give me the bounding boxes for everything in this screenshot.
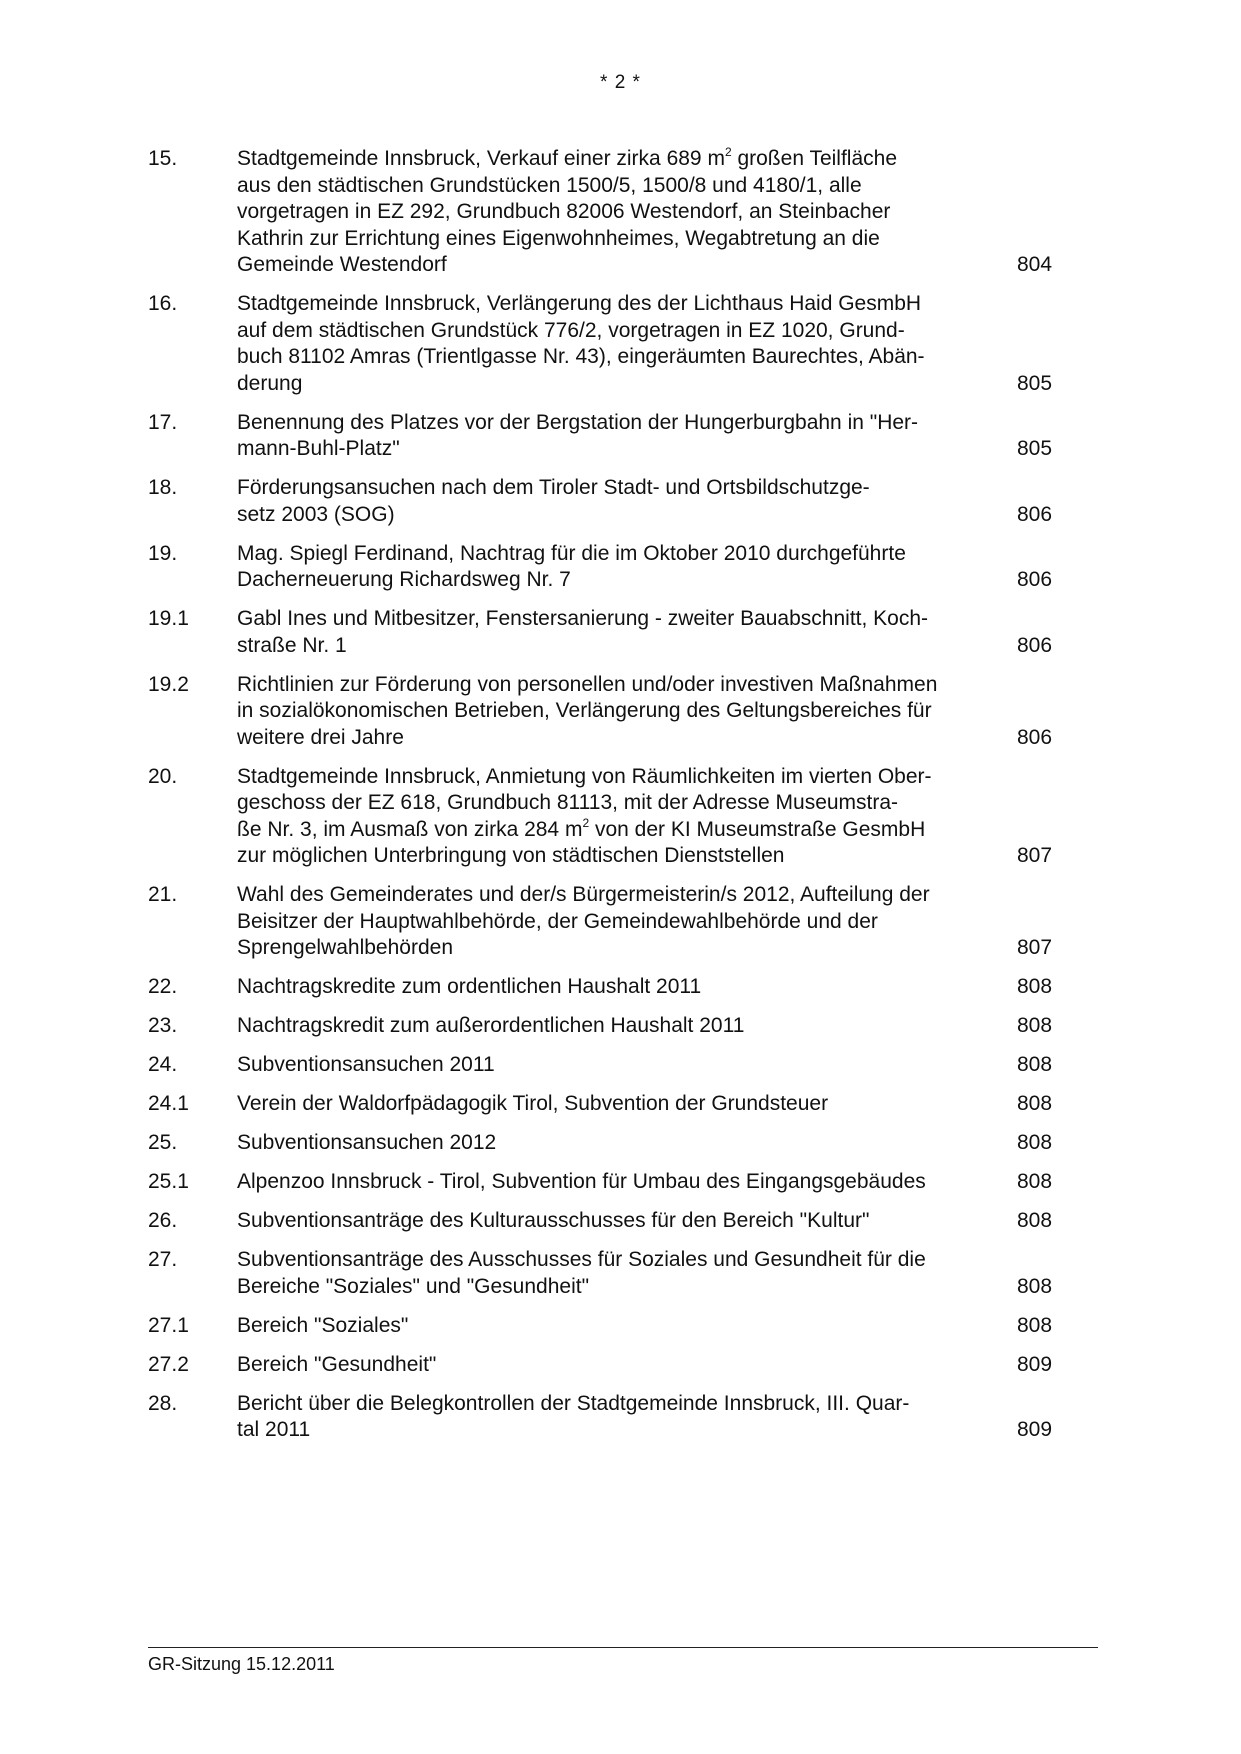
toc-entry <box>148 1130 1098 1157</box>
toc-entry <box>148 410 1098 463</box>
entry-page-number: 808 <box>1017 1209 1053 1232</box>
entry-title-line: Bericht über die Belegkontrollen der Stadtgemeinde Innsbruck, III. Quar- <box>237 1391 910 1415</box>
entry-page-number: 808 <box>1017 975 1053 998</box>
entry-title <box>237 146 1017 279</box>
entry-title-line: Wahl des Gemeinderates und der/s Bürgermeisterin/s 2012, Aufteilung der <box>237 883 930 906</box>
entry-page-number: 806 <box>1017 568 1053 591</box>
entry-title <box>237 1130 1017 1157</box>
entry-page-number: 806 <box>1017 725 1053 749</box>
toc-entry <box>148 764 1098 870</box>
entry-number: 24.1 <box>148 1092 189 1115</box>
entry-page-number: 804 <box>1017 253 1053 276</box>
entry-title <box>237 1313 1017 1340</box>
page-number: * 2 * <box>600 72 641 93</box>
entry-title-line: weitere drei Jahre <box>237 725 404 749</box>
entry-number: 19.1 <box>148 607 189 630</box>
entry-title-line: buch 81102 Amras (Trientlgasse Nr. 43), eingeräumten Baurechtes, Abän- <box>237 345 925 368</box>
entry-title-line: Verein der Waldorfpädagogik Tirol, Subvention der Grundsteuer <box>237 1092 829 1115</box>
entry-number: 23. <box>148 1014 178 1037</box>
entry-number: 18. <box>148 476 178 499</box>
footer-session-date: GR-Sitzung 15.12.2011 <box>148 1654 335 1674</box>
toc-entry <box>148 974 1098 1001</box>
entry-number: 26. <box>148 1209 178 1232</box>
toc-entry <box>148 1352 1098 1379</box>
toc-entry <box>148 475 1098 528</box>
footer-divider <box>148 1647 1098 1648</box>
entry-title-line: Dacherneuerung Richardsweg Nr. 7 <box>237 568 571 591</box>
entry-title-line: Stadtgemeinde Innsbruck, Verlängerung des der Lichthaus Haid GesmbH <box>237 292 922 315</box>
toc-entry <box>148 1208 1098 1235</box>
entry-page-number: 808 <box>1017 1170 1053 1193</box>
entry-title <box>237 1091 1017 1118</box>
entry-title-line: aus den städtischen Grundstücken 1500/5, 1500/8 und 4180/1, alle <box>237 173 862 197</box>
entry-number: 19.2 <box>148 672 189 696</box>
entry-title-line: Alpenzoo Innsbruck - Tirol, Subvention für Umbau des Eingangsgebäudes <box>237 1170 926 1193</box>
entry-title-line: Gemeinde Westendorf <box>237 253 447 276</box>
toc-entry <box>148 541 1098 594</box>
entry-page-number: 807 <box>1017 936 1053 959</box>
entry-page-number: 809 <box>1017 1418 1053 1441</box>
entry-title <box>237 974 1017 1001</box>
entry-title <box>237 475 1017 528</box>
entry-number: 20. <box>148 764 178 788</box>
entry-page-number: 806 <box>1017 502 1053 526</box>
entry-number: 28. <box>148 1391 178 1415</box>
toc-entry <box>148 1169 1098 1196</box>
entry-title <box>237 1352 1017 1379</box>
toc-entry <box>148 606 1098 659</box>
entry-title-line: mann-Buhl-Platz" <box>237 437 400 460</box>
entry-number: 27.2 <box>148 1352 189 1376</box>
entry-page-number: 808 <box>1017 1313 1053 1337</box>
entry-number: 25. <box>148 1131 178 1154</box>
entry-title-line: ße Nr. 3, im Ausmaß von zirka 284 $m^2$ von der KI Museumstraße GesmbH <box>237 815 926 841</box>
entry-title-line: Bereiche "Soziales" und "Gesundheit" <box>237 1274 590 1298</box>
entry-title <box>237 1208 1017 1235</box>
table-of-contents <box>148 146 1098 1456</box>
entry-title <box>237 672 1017 752</box>
entry-title-line: setz 2003 (SOG) <box>237 502 395 526</box>
entry-title-line: Bereich "Gesundheit" <box>237 1352 437 1376</box>
entry-title-line: Subventionsansuchen 2012 <box>237 1131 497 1154</box>
entry-number: 27. <box>148 1248 178 1271</box>
entry-title-line: Stadtgemeinde Innsbruck, Anmietung von Räumlichkeiten im vierten Ober- <box>237 764 932 788</box>
entry-title-line: Kathrin zur Errichtung eines Eigenwohnheimes, Wegabtretung an die <box>237 226 880 250</box>
entry-title-line: zur möglichen Unterbringung von städtischen Dienststellen <box>237 844 785 867</box>
entry-title-line: in sozialökonomischen Betrieben, Verlängerung des Geltungsbereiches für <box>237 699 932 722</box>
entry-title <box>237 1052 1017 1079</box>
entry-title <box>237 410 1017 463</box>
entry-title-line: Nachtragskredit zum außerordentlichen Haushalt 2011 <box>237 1014 745 1037</box>
entry-number: 22. <box>148 975 178 998</box>
entry-page-number: 806 <box>1017 633 1053 657</box>
entry-page-number: 807 <box>1017 844 1053 867</box>
toc-entry <box>148 1052 1098 1079</box>
entry-page-number: 808 <box>1017 1014 1053 1037</box>
entry-number: 17. <box>148 410 178 434</box>
entry-title <box>237 1169 1017 1196</box>
toc-entry <box>148 1247 1098 1300</box>
entry-number: 15. <box>148 147 178 170</box>
entry-title-line: Stadtgemeinde Innsbruck, Verkauf einer zirka 689 $m^2$ großen Teilfläche <box>237 145 897 170</box>
entry-title <box>237 1013 1017 1040</box>
entry-title-line: Gabl Ines und Mitbesitzer, Fenstersanierung - zweiter Bauabschnitt, Koch- <box>237 607 929 630</box>
entry-title-line: Nachtragskredite zum ordentlichen Haushalt 2011 <box>237 975 702 998</box>
entry-title-line: derung <box>237 371 303 395</box>
entry-title-line: Subventionsanträge des Kulturausschusses für den Bereich "Kultur" <box>237 1209 870 1232</box>
superscript: 2 <box>582 815 590 830</box>
entry-title-line: auf dem städtischen Grundstück 776/2, vorgetragen in EZ 1020, Grund- <box>237 318 905 342</box>
toc-entry <box>148 1313 1098 1340</box>
entry-number: 16. <box>148 292 178 315</box>
entry-title <box>237 541 1017 594</box>
entry-title-line: Subventionsansuchen 2011 <box>237 1053 495 1076</box>
entry-number: 24. <box>148 1053 178 1076</box>
entry-page-number: 808 <box>1017 1053 1053 1076</box>
entry-title <box>237 882 1017 962</box>
entry-page-number: 808 <box>1017 1274 1053 1298</box>
entry-title-line: Subventionsanträge des Ausschusses für Soziales und Gesundheit für die <box>237 1248 926 1271</box>
entry-title-line: straße Nr. 1 <box>237 633 347 657</box>
entry-title <box>237 291 1017 397</box>
entry-title-line: geschoss der EZ 618, Grundbuch 81113, mit der Adresse Museumstra- <box>237 791 899 814</box>
entry-number: 27.1 <box>148 1313 189 1337</box>
entry-title <box>237 606 1017 659</box>
entry-page-number: 809 <box>1017 1352 1053 1376</box>
entry-title <box>237 1391 1017 1444</box>
entry-title-line: Sprengelwahlbehörden <box>237 936 453 959</box>
entry-title-line: Förderungsansuchen nach dem Tiroler Stadt- und Ortsbildschutzge- <box>237 476 870 499</box>
toc-entry <box>148 672 1098 752</box>
entry-page-number: 805 <box>1017 437 1053 460</box>
entry-page-number: 805 <box>1017 371 1053 395</box>
superscript: 2 <box>724 145 732 159</box>
entry-page-number: 808 <box>1017 1092 1053 1115</box>
entry-title-line: tal 2011 <box>237 1418 311 1441</box>
toc-entry <box>148 1091 1098 1118</box>
entry-title-line: vorgetragen in EZ 292, Grundbuch 82006 Westendorf, an Steinbacher <box>237 200 891 223</box>
entry-title-line: Mag. Spiegl Ferdinand, Nachtrag für die im Oktober 2010 durchgeführte <box>237 541 906 565</box>
entry-title <box>237 764 1017 870</box>
entry-title-line: Richtlinien zur Förderung von personellen und/oder investiven Maßnahmen <box>237 672 938 696</box>
entry-title-line: Benennung des Platzes vor der Bergstation der Hungerburgbahn in "Her- <box>237 410 919 434</box>
toc-entry <box>148 1391 1098 1444</box>
entry-title <box>237 1247 1017 1300</box>
toc-entry <box>148 146 1098 279</box>
toc-entry <box>148 882 1098 962</box>
entry-number: 21. <box>148 883 178 906</box>
entry-number: 25.1 <box>148 1170 189 1193</box>
toc-entry <box>148 1013 1098 1040</box>
entry-number: 19. <box>148 541 178 565</box>
toc-entry <box>148 291 1098 397</box>
entry-title-line: Bereich "Soziales" <box>237 1313 409 1337</box>
entry-page-number: 808 <box>1017 1131 1053 1154</box>
entry-title-line: Beisitzer der Hauptwahlbehörde, der Gemeindewahlbehörde und der <box>237 909 878 933</box>
